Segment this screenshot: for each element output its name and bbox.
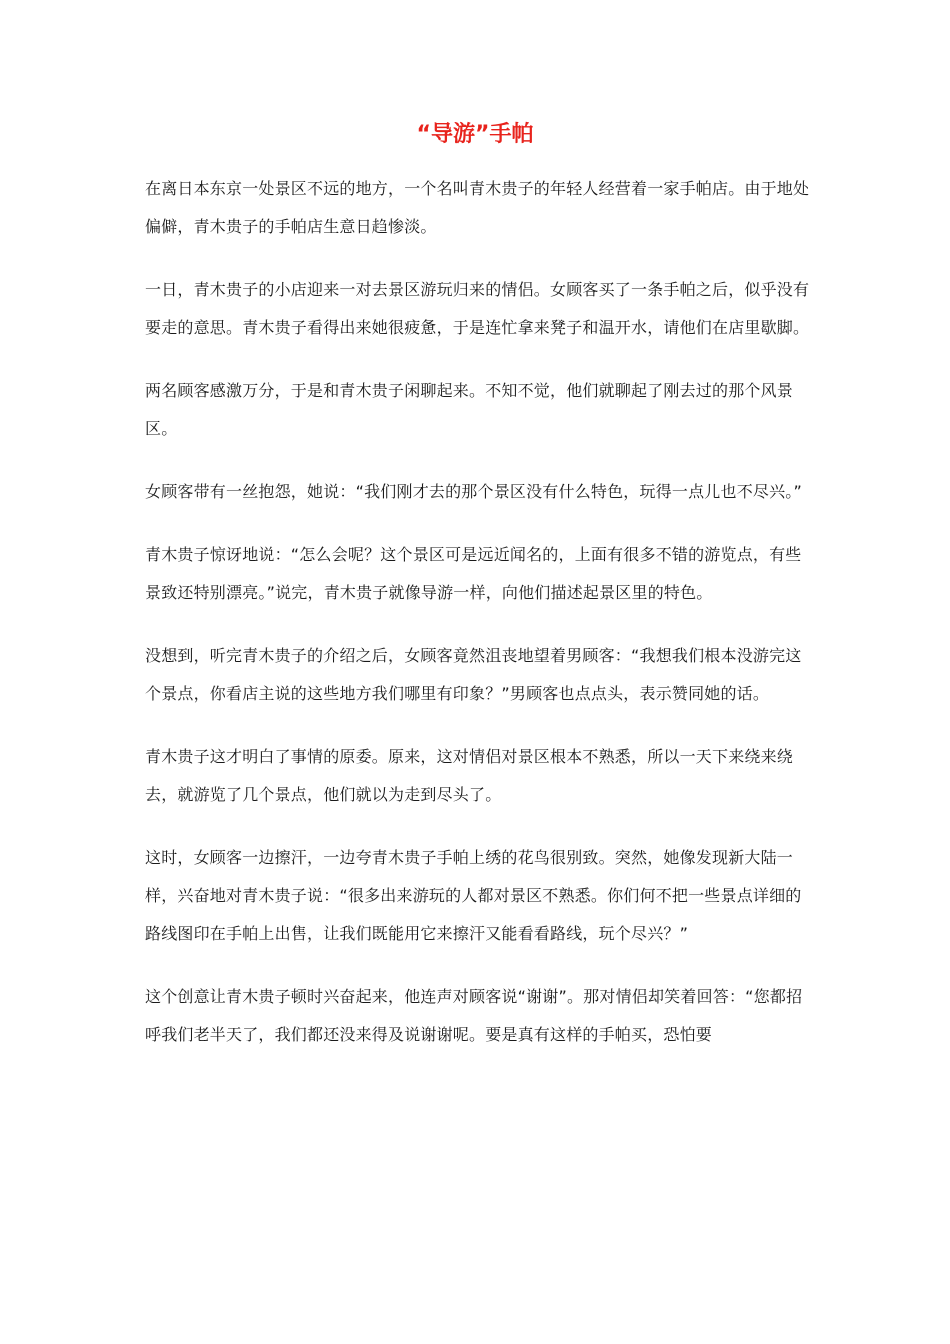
paragraph: 这个创意让青木贵子顿时兴奋起来，他连声对顾客说“谢谢”。那对情侣却笑着回答：“您都招呼我们老半天了，我们都还没来得及说谢谢呢。要是真有这样的手帕买，恐怕要 — [145, 987, 803, 1044]
paragraph: 两名顾客感激万分，于是和青木贵子闲聊起来。不知不觉，他们就聊起了刚去过的那个风景区。 — [145, 381, 794, 438]
paragraph: 青木贵子这才明白了事情的原委。原来，这对情侣对景区根本不熟悉，所以一天下来绕来绕去，就游览了几个景点，他们就以为走到尽头了。 — [145, 747, 794, 804]
paragraph: 青木贵子惊讶地说：“怎么会呢？这个景区可是远近闻名的，上面有很多不错的游览点，有些景致还特别漂亮。”说完，青木贵子就像导游一样，向他们描述起景区里的特色。 — [145, 545, 802, 602]
paragraph: 这时，女顾客一边擦汗，一边夸青木贵子手帕上绣的花鸟很别致。突然，她像发现新大陆一样，兴奋地对青木贵子说：“很多出来游玩的人都对景区不熟悉。你们何不把一些景点详细的路线图印在手帕上出售，让我们既能用它来擦汗又能看看路线，玩个尽兴？” — [145, 848, 802, 943]
paragraph: 女顾客带有一丝抱怨，她说：“我们刚才去的那个景区没有什么特色，玩得一点儿也不尽兴。” — [145, 482, 802, 501]
document-title: “导游”手帕 — [416, 122, 534, 147]
paragraph: 一日，青木贵子的小店迎来一对去景区游玩归来的情侣。女顾客买了一条手帕之后，似乎没有要走的意思。青木贵子看得出来她很疲惫，于是连忙拿来凳子和温开水，请他们在店里歇脚。 — [145, 280, 810, 337]
document-body — [145, 170, 813, 1079]
paragraph: 没想到，听完青木贵子的介绍之后，女顾客竟然沮丧地望着男顾客：“我想我们根本没游完这个景点，你看店主说的这些地方我们哪里有印象？”男顾客也点点头，表示赞同她的话。 — [145, 646, 802, 703]
paragraph: 在离日本东京一处景区不远的地方，一个名叫青木贵子的年轻人经营着一家手帕店。由于地处偏僻，青木贵子的手帕店生意日趋惨淡。 — [145, 179, 810, 236]
